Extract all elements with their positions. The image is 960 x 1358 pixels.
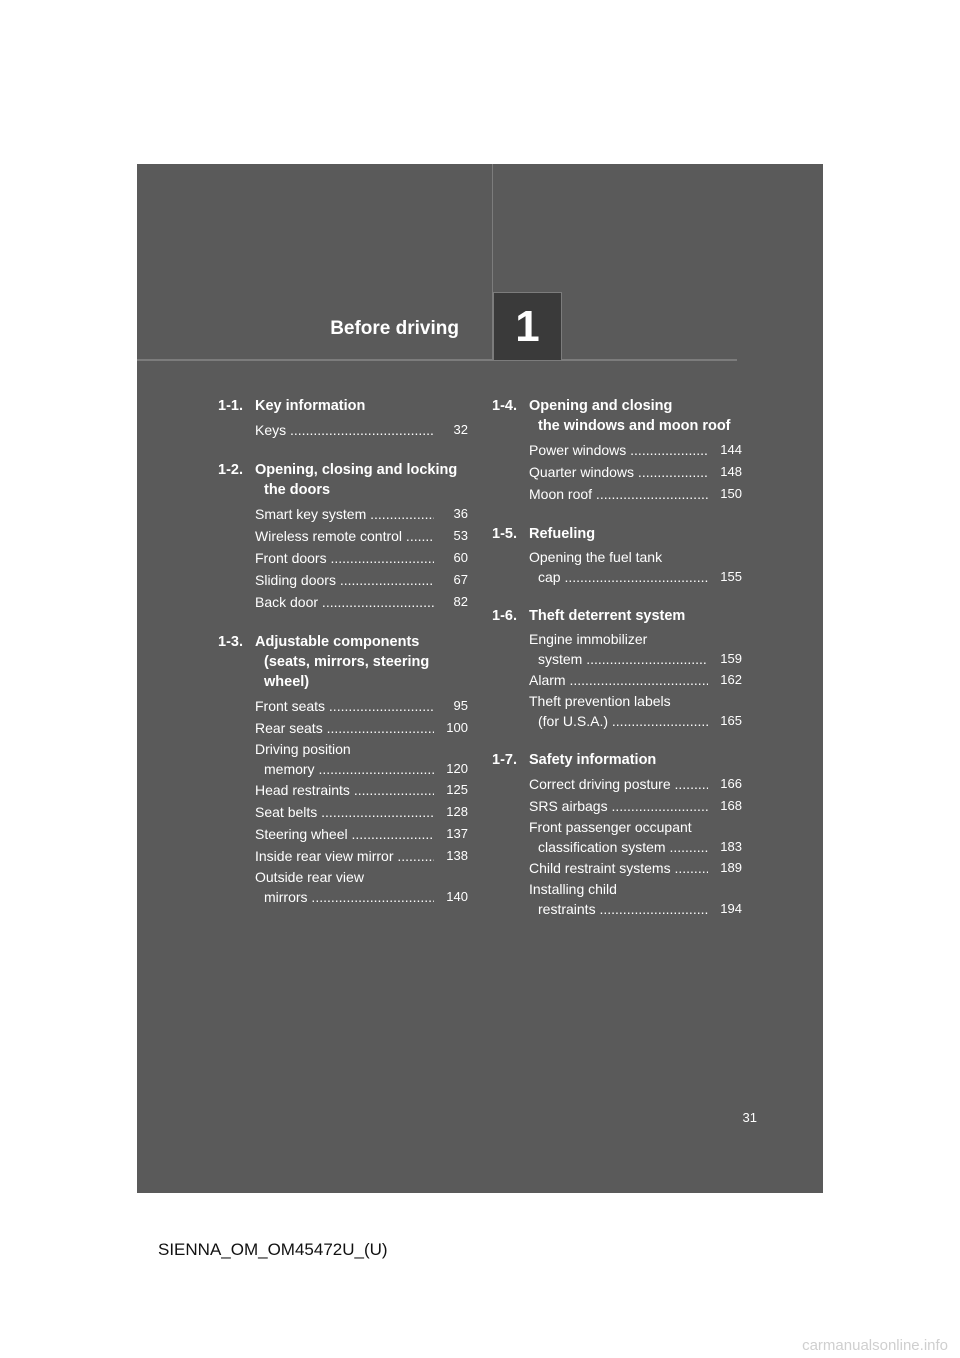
toc-entry[interactable] (529, 879, 742, 919)
toc-entry-page: 67 (453, 572, 468, 587)
toc-entry[interactable] (529, 857, 742, 879)
section-title (529, 524, 742, 544)
section-title (529, 750, 742, 770)
toc-right-column (492, 396, 742, 938)
toc-entry-page: 100 (446, 720, 468, 735)
toc-entry-list (529, 547, 742, 587)
toc-entry-page: 36 (453, 506, 468, 521)
toc-entry-page: 189 (720, 860, 742, 875)
toc-entry-label: Head restraints ..... (255, 779, 434, 801)
toc-entry-page: 95 (453, 698, 468, 713)
toc-entry[interactable] (255, 503, 468, 525)
toc-entry-continuation (529, 711, 742, 731)
chapter-number-box: 1 (493, 292, 562, 360)
toc-entry[interactable] (529, 669, 742, 691)
toc-entry-page: 144 (720, 442, 742, 457)
toc-entry[interactable] (255, 801, 468, 823)
toc-section (492, 750, 742, 919)
toc-entry[interactable] (529, 773, 742, 795)
toc-entry-page: 165 (720, 713, 742, 728)
chapter-title: Before driving (330, 318, 459, 339)
section-number: 1-6. (492, 608, 517, 624)
toc-entry-continuation (529, 899, 742, 919)
toc-entry-continuation (529, 837, 742, 857)
toc-entry-label: Wireless remote control ..... (255, 525, 434, 547)
toc-entry-list (529, 629, 742, 731)
section-title-line: the doors (264, 482, 331, 498)
toc-entry-label: Outside rear view (255, 869, 364, 885)
toc-entry-page: 162 (720, 672, 742, 687)
watermark: carmanualsonline.info (802, 1337, 948, 1354)
section-heading[interactable] (492, 396, 742, 436)
toc-entry-label: mirrors ..... (264, 887, 434, 907)
toc-entry-continuation (529, 567, 742, 587)
section-number: 1-2. (218, 462, 243, 478)
toc-entry[interactable] (529, 483, 742, 505)
section-title-line: the windows and moon roof (538, 418, 731, 434)
toc-section (492, 606, 742, 731)
toc-entry-page: 148 (720, 464, 742, 479)
toc-entry-continuation (529, 649, 742, 669)
section-title-line: (seats, mirrors, steering (264, 654, 430, 670)
toc-entry-page: 32 (453, 422, 468, 437)
toc-entry-label: Sliding doors ..... (255, 569, 434, 591)
toc-entry-page: 138 (446, 848, 468, 863)
section-heading[interactable] (492, 524, 742, 544)
toc-entry-label: (for U.S.A.) ..... (538, 711, 708, 731)
toc-entry-page: 60 (453, 550, 468, 565)
toc-entry[interactable] (529, 817, 742, 857)
toc-entry-page: 120 (446, 761, 468, 776)
toc-entry-label: Installing child (529, 881, 617, 897)
section-title-line: Adjustable components (255, 634, 420, 650)
section-heading[interactable] (492, 606, 742, 626)
section-title-line: Opening and closing (529, 398, 673, 414)
toc-entry-page: 159 (720, 651, 742, 666)
toc-entry[interactable] (529, 439, 742, 461)
header-horizontal-rule (137, 359, 737, 361)
toc-entry[interactable] (255, 739, 468, 779)
toc-entry-page: 155 (720, 569, 742, 584)
section-title-line: Safety information (529, 752, 657, 768)
chapter-page-panel (137, 164, 823, 1193)
section-heading[interactable] (492, 750, 742, 770)
toc-section (218, 396, 468, 441)
toc-entry-label: Rear seats ..... (255, 717, 434, 739)
section-heading[interactable] (218, 460, 468, 500)
toc-entry[interactable] (529, 547, 742, 587)
toc-entry[interactable] (255, 547, 468, 569)
toc-entry-label: Quarter windows ..... (529, 461, 708, 483)
toc-entry-label: Alarm ..... (529, 669, 708, 691)
toc-entry-label: Engine immobilizer (529, 631, 648, 647)
section-title-line: Key information (255, 398, 366, 414)
toc-entry[interactable] (255, 569, 468, 591)
toc-entry-page: 82 (453, 594, 468, 609)
toc-entry-page: 140 (446, 889, 468, 904)
toc-entry-page: 137 (446, 826, 468, 841)
toc-entry-page: 53 (453, 528, 468, 543)
toc-entry-label: Smart key system ..... (255, 503, 434, 525)
toc-entry-label: memory ..... (264, 759, 434, 779)
toc-entry-label: Correct driving posture ..... (529, 773, 708, 795)
toc-entry-page: 128 (446, 804, 468, 819)
section-title-line: Theft deterrent system (529, 608, 686, 624)
toc-entry-page: 168 (720, 798, 742, 813)
toc-entry-page: 150 (720, 486, 742, 501)
toc-entry-list (255, 419, 468, 441)
toc-section (218, 632, 468, 907)
section-number: 1-5. (492, 526, 517, 542)
toc-entry-label: Inside rear view mirror ..... (255, 845, 434, 867)
toc-entry[interactable] (529, 691, 742, 731)
section-title (529, 396, 742, 436)
toc-entry-label: cap ..... (538, 567, 708, 587)
toc-entry-page: 194 (720, 901, 742, 916)
toc-entry-label: Power windows ..... (529, 439, 708, 461)
toc-entry-list (529, 773, 742, 919)
section-title-line: Opening, closing and locking (255, 462, 458, 478)
toc-entry-label: restraints ..... (538, 899, 708, 919)
toc-entry[interactable] (255, 717, 468, 739)
toc-entry[interactable] (255, 419, 468, 441)
section-number: 1-7. (492, 752, 517, 768)
toc-entry-label: Front doors ..... (255, 547, 434, 569)
section-title (529, 606, 742, 626)
toc-entry-list (255, 503, 468, 613)
section-title (255, 632, 468, 692)
toc-left-column (218, 396, 468, 926)
toc-entry-page: 166 (720, 776, 742, 791)
toc-section (492, 524, 742, 587)
toc-entry-label: Back door ..... (255, 591, 434, 613)
section-title-line: wheel) (264, 674, 310, 690)
toc-entry-label: Front passenger occupant (529, 819, 692, 835)
toc-section (218, 460, 468, 613)
toc-entry[interactable] (529, 629, 742, 669)
toc-entry-label: SRS airbags ..... (529, 795, 708, 817)
section-heading[interactable] (218, 396, 468, 416)
toc-entry-label: Opening the fuel tank (529, 549, 663, 565)
section-title-line: Refueling (529, 526, 596, 542)
toc-entry[interactable] (255, 867, 468, 907)
toc-entry-label: Steering wheel ..... (255, 823, 434, 845)
toc-section (492, 396, 742, 505)
toc-entry[interactable] (529, 461, 742, 483)
document-footer-id: SIENNA_OM_OM45472U_(U) (158, 1240, 388, 1259)
toc-entry[interactable] (529, 795, 742, 817)
toc-entry-label: system ..... (538, 649, 708, 669)
toc-entry-label: Seat belts ..... (255, 801, 434, 823)
section-number: 1-3. (218, 634, 243, 650)
toc-entry-continuation (255, 887, 468, 907)
toc-entry-page: 125 (446, 782, 468, 797)
toc-entry[interactable] (255, 525, 468, 547)
toc-entry-label: Moon roof ..... (529, 483, 708, 505)
section-title (255, 396, 468, 416)
toc-entry-label: Front seats ..... (255, 695, 434, 717)
toc-entry-continuation (255, 759, 468, 779)
toc-entry-label: Driving position (255, 741, 351, 757)
toc-entry-list (255, 695, 468, 907)
section-number: 1-1. (218, 398, 243, 414)
section-number: 1-4. (492, 398, 517, 414)
toc-entry-label: Keys ..... (255, 419, 434, 441)
toc-entry[interactable] (255, 823, 468, 845)
toc-entry[interactable] (255, 845, 468, 867)
page-number: 31 (742, 1110, 757, 1125)
toc-entry[interactable] (255, 591, 468, 613)
toc-entry-label: Child restraint systems ..... (529, 857, 708, 879)
section-heading[interactable] (218, 632, 468, 692)
section-title (255, 460, 468, 500)
toc-entry-list (529, 439, 742, 505)
toc-entry-page: 183 (720, 839, 742, 854)
toc-entry[interactable] (255, 695, 468, 717)
toc-entry-label: classification system ..... (538, 837, 708, 857)
toc-entry[interactable] (255, 779, 468, 801)
toc-entry-label: Theft prevention labels (529, 693, 671, 709)
